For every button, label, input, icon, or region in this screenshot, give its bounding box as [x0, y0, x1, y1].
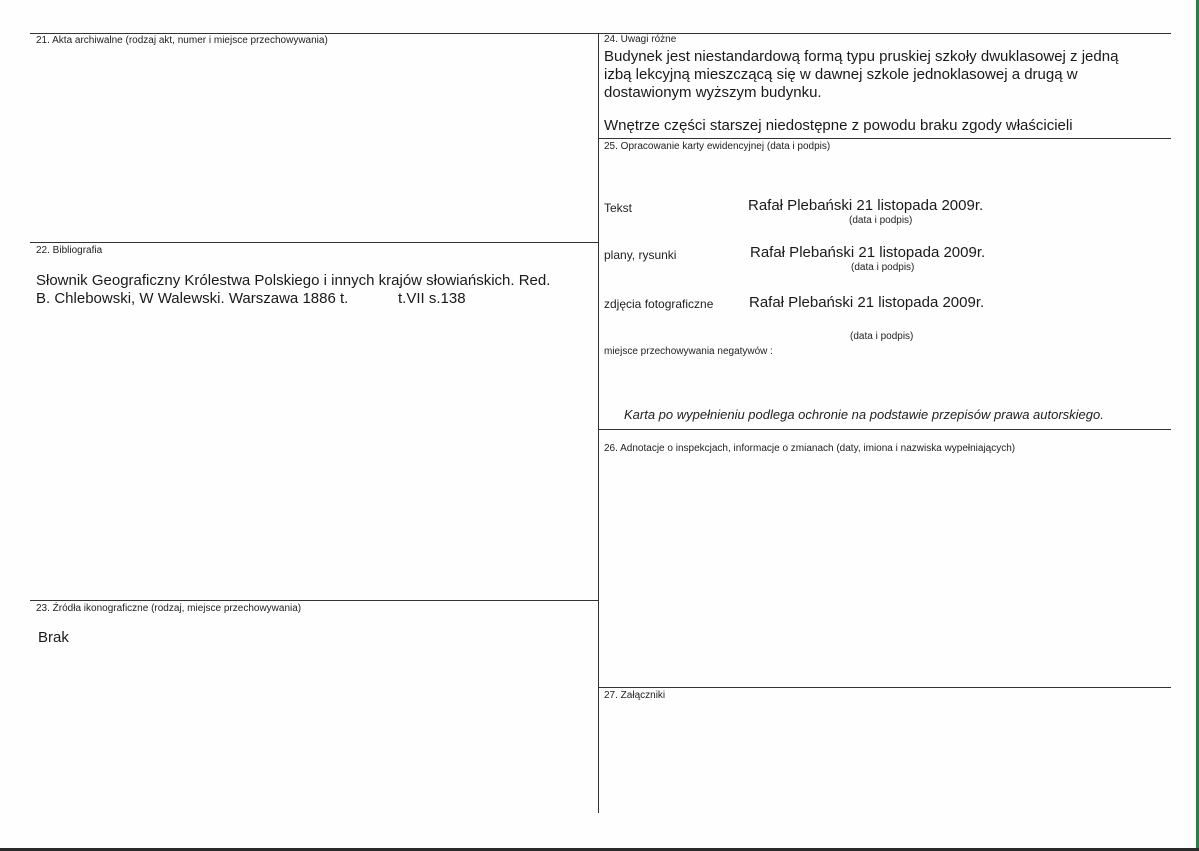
copyright-note: Karta po wypełnieniu podlega ochronie na podstawie przepisów prawa autorskiego. — [624, 407, 1104, 422]
plans-row-caption: (data i podpis) — [851, 262, 915, 273]
text-row-caption: (data i podpis) — [849, 215, 913, 226]
remarks-line-3: dostawionym wyższym budynku. — [604, 84, 822, 101]
section-23-rule — [30, 600, 598, 601]
section-21-label: 21. Akta archiwalne (rodzaj akt, numer i miejsce przechowywania) — [36, 35, 328, 46]
section-22-label: 22. Bibliografia — [36, 245, 103, 256]
plans-row-label: plany, rysunki — [604, 248, 677, 262]
plans-row-value: Rafał Plebański 21 listopada 2009r. — [750, 244, 986, 261]
bibliography-line-1: Słownik Geograficzny Królestwa Polskiego i innych krajów słowiańskich. Red. — [36, 272, 551, 289]
section-27-label: 27. Załączniki — [604, 690, 666, 701]
photos-row-value: Rafał Plebański 21 listopada 2009r. — [749, 294, 985, 311]
bibliography-line-2: B. Chlebowski, W Walewski. Warszawa 1886 t. — [36, 290, 349, 307]
section-25-label: 25. Opracowanie karty ewidencyjnej (data i podpis) — [604, 141, 831, 152]
top-rule — [30, 33, 1171, 34]
negatives-storage-label: miejsce przechowywania negatywów : — [604, 346, 773, 357]
photos-row-label: zdjęcia fotograficzne — [604, 297, 714, 311]
iconographic-sources-value: Brak — [38, 629, 69, 646]
photos-row-caption: (data i podpis) — [850, 331, 914, 342]
remarks-line-2: izbą lekcyjną mieszczącą się w dawnej szkole jednoklasowej a drugą w — [604, 66, 1078, 83]
section-25-rule — [598, 138, 1171, 139]
text-row-label: Tekst — [604, 201, 633, 215]
remarks-line-1: Budynek jest niestandardową formą typu pruskiej szkoły dwuklasowej z jedną — [604, 48, 1119, 65]
section-26-label: 26. Adnotacje o inspekcjach, informacje o zmianach (daty, imiona i nazwiska wypełniających) — [604, 443, 1016, 454]
bibliography-volume: t.VII s.138 — [398, 290, 466, 307]
text-row-value: Rafał Plebański 21 listopada 2009r. — [748, 197, 984, 214]
section-24-label: 24. Uwagi różne — [604, 34, 677, 45]
section-27-rule — [598, 687, 1171, 688]
section-22-rule — [30, 242, 598, 243]
section-23-label: 23. Źródła ikonograficzne (rodzaj, miejsce przechowywania) — [36, 603, 302, 614]
column-divider — [598, 33, 599, 813]
section-26-rule — [598, 429, 1171, 430]
remarks-line-4: Wnętrze części starszej niedostępne z powodu braku zgody właścicieli — [604, 117, 1073, 134]
